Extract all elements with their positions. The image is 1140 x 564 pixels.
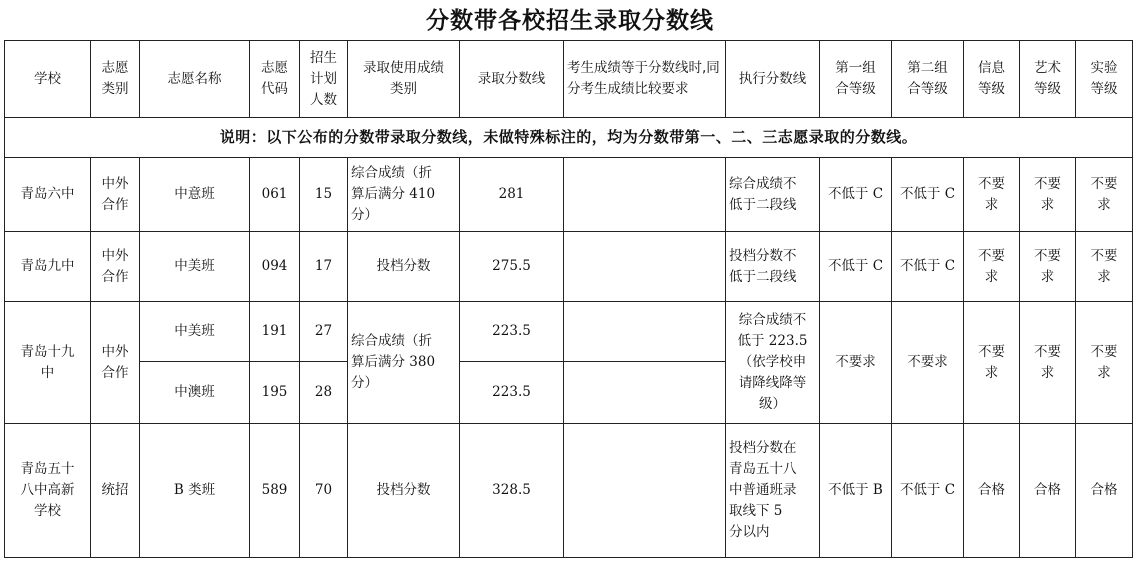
cell-name: 中意班 <box>140 158 250 232</box>
header-art: 艺术 等级 <box>1020 41 1076 118</box>
cell-exec-line: 投档分数不 低于二段线 <box>726 232 820 302</box>
cell-plan: 70 <box>300 424 348 558</box>
cell-plan: 15 <box>300 158 348 232</box>
header-school: 学校 <box>5 41 91 118</box>
cell-tie-rule <box>564 362 726 424</box>
header-group1: 第一组 合等级 <box>820 41 892 118</box>
cell-art: 不要 求 <box>1020 302 1076 424</box>
table-row <box>5 158 1133 232</box>
header-code: 志愿 代码 <box>250 41 300 118</box>
cell-score-type: 综合成绩（折 算后满分 380 分） <box>348 302 460 424</box>
cell-name: 中美班 <box>140 232 250 302</box>
cell-code: 589 <box>250 424 300 558</box>
cell-code: 195 <box>250 362 300 424</box>
cell-code: 094 <box>250 232 300 302</box>
cell-exec-line: 综合成绩不 低于 223.5 （依学校申 请降线降等 级） <box>726 302 820 424</box>
cell-score-type: 综合成绩（折 算后满分 410 分） <box>348 158 460 232</box>
cell-tie-rule <box>564 302 726 362</box>
cell-plan: 28 <box>300 362 348 424</box>
cell-art: 合格 <box>1020 424 1076 558</box>
note-text: 说明：以下公布的分数带录取分数线，未做特殊标注的，均为分数带第一、二、三志愿录取的分数线。 <box>5 118 1133 158</box>
table-row <box>5 424 1133 558</box>
header-lab: 实验 等级 <box>1076 41 1133 118</box>
cell-name: 中美班 <box>140 302 250 362</box>
header-group2: 第二组 合等级 <box>892 41 964 118</box>
cell-school: 青岛五十 八中高新 学校 <box>5 424 91 558</box>
cell-school: 青岛九中 <box>5 232 91 302</box>
cell-code: 061 <box>250 158 300 232</box>
cell-group1: 不低于 C <box>820 232 892 302</box>
cell-tie-rule <box>564 158 726 232</box>
cell-info: 不要 求 <box>964 302 1020 424</box>
cell-info: 不要 求 <box>964 232 1020 302</box>
cell-group2: 不低于 C <box>892 158 964 232</box>
cell-cutoff: 328.5 <box>460 424 564 558</box>
cell-school: 青岛六中 <box>5 158 91 232</box>
cell-lab: 合格 <box>1076 424 1133 558</box>
cell-info: 合格 <box>964 424 1020 558</box>
cell-school: 青岛十九 中 <box>5 302 91 424</box>
cell-score-type: 投档分数 <box>348 424 460 558</box>
cell-group2: 不要求 <box>892 302 964 424</box>
cell-category: 中外 合作 <box>91 232 140 302</box>
cell-exec-line: 投档分数在 青岛五十八 中普通班录 取线下 5 分以内 <box>726 424 820 558</box>
cell-name: B 类班 <box>140 424 250 558</box>
cell-score-type: 投档分数 <box>348 232 460 302</box>
cell-category: 中外 合作 <box>91 158 140 232</box>
admission-score-table <box>4 40 1133 558</box>
cell-cutoff: 275.5 <box>460 232 564 302</box>
header-plan: 招生 计划 人数 <box>300 41 348 118</box>
page-title: 分数带各校招生录取分数线 <box>426 8 714 34</box>
cell-lab: 不要 求 <box>1076 302 1133 424</box>
cell-cutoff: 281 <box>460 158 564 232</box>
cell-group1: 不低于 C <box>820 158 892 232</box>
cell-group1: 不低于 B <box>820 424 892 558</box>
cell-info: 不要 求 <box>964 158 1020 232</box>
cell-lab: 不要 求 <box>1076 232 1133 302</box>
header-cutoff: 录取分数线 <box>460 41 564 118</box>
header-exec-line: 执行分数线 <box>726 41 820 118</box>
cell-cutoff: 223.5 <box>460 362 564 424</box>
header-score-type: 录取使用成绩 类别 <box>348 41 460 118</box>
cell-code: 191 <box>250 302 300 362</box>
cell-group2: 不低于 C <box>892 232 964 302</box>
cell-category: 统招 <box>91 424 140 558</box>
header-name: 志愿名称 <box>140 41 250 118</box>
table-header-row <box>5 41 1133 118</box>
cell-plan: 17 <box>300 232 348 302</box>
cell-tie-rule <box>564 424 726 558</box>
cell-plan: 27 <box>300 302 348 362</box>
cell-category: 中外 合作 <box>91 302 140 424</box>
header-tie-rule: 考生成绩等于分数线时,同分考生成绩比较要求 <box>564 41 726 118</box>
cell-tie-rule <box>564 232 726 302</box>
cell-lab: 不要 求 <box>1076 158 1133 232</box>
cell-art: 不要 求 <box>1020 158 1076 232</box>
cell-art: 不要 求 <box>1020 232 1076 302</box>
cell-group1: 不要求 <box>820 302 892 424</box>
cell-name: 中澳班 <box>140 362 250 424</box>
header-info: 信息 等级 <box>964 41 1020 118</box>
header-category: 志愿 类别 <box>91 41 140 118</box>
note-row <box>5 118 1133 158</box>
table-row <box>5 302 1133 362</box>
cell-exec-line: 综合成绩不 低于二段线 <box>726 158 820 232</box>
cell-cutoff: 223.5 <box>460 302 564 362</box>
table-row <box>5 232 1133 302</box>
cell-group2: 不低于 C <box>892 424 964 558</box>
